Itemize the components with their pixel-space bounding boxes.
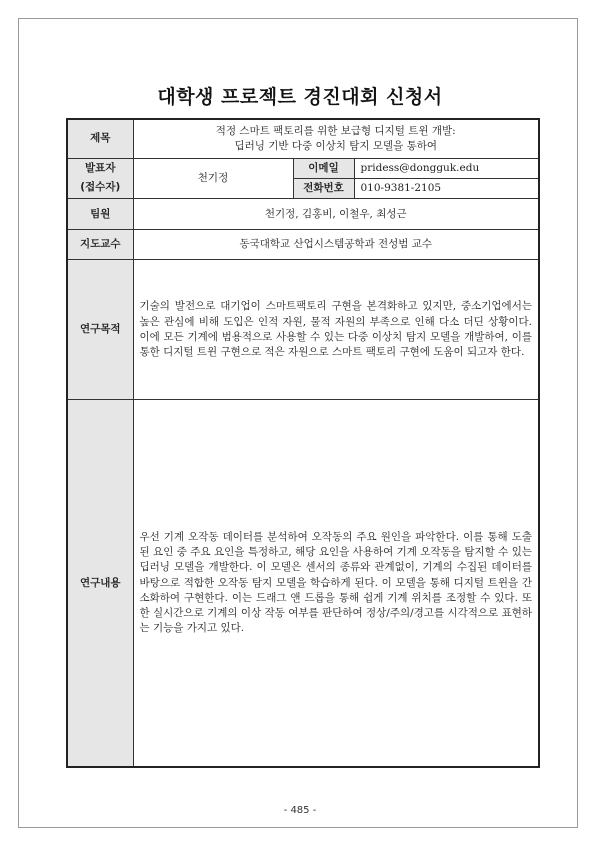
subject-label: 제목 bbox=[67, 119, 133, 158]
application-form bbox=[66, 118, 540, 768]
advisor-value: 동국대학교 산업시스템공학과 전성범 교수 bbox=[133, 230, 539, 260]
email-label: 이메일 bbox=[293, 158, 354, 178]
presenter-label-line-2: (접수자) bbox=[80, 181, 121, 194]
advisor-label: 지도교수 bbox=[67, 230, 133, 260]
purpose-text: 기술의 발전으로 대기업이 스마트팩토리 구현을 본격화하고 있지만, 중소기업에서는 높은 관심에 비해 도입은 인적 자원, 물적 자원의 부족으로 인해 다소 더딘 상황이다. 이에 모든 기계에 범용적으로 사용할 수 있는 다중 이상치 탐지 모델을 개발하여, 이를 통한 디지털 트윈 구현으로 적은 자원으로 스마트 팩토리 구현에 도움이 되고자 한다. bbox=[133, 260, 539, 400]
presenter-label-line-1: 발표자 bbox=[85, 161, 116, 174]
purpose-label: 연구목적 bbox=[67, 260, 133, 400]
team-label: 팀원 bbox=[67, 199, 133, 230]
subject-value bbox=[133, 119, 539, 158]
subject-row bbox=[67, 119, 539, 158]
content-label: 연구내용 bbox=[67, 400, 133, 767]
subject-line-1: 적정 스마트 팩토리를 위한 보급형 디지털 트윈 개발: bbox=[215, 124, 456, 137]
purpose-row bbox=[67, 260, 539, 400]
subject-line-2: 딥러닝 기반 다중 이상치 탐지 모델을 통하여 bbox=[234, 139, 438, 152]
document-title: 대학생 프로젝트 경진대회 신청서 bbox=[157, 86, 443, 108]
presenter-row-email bbox=[67, 158, 539, 178]
team-value: 천기정, 김홍비, 이철우, 최성근 bbox=[133, 199, 539, 230]
email-value: pridess@dongguk.edu bbox=[354, 158, 539, 178]
presenter-label bbox=[67, 158, 133, 199]
presenter-name: 천기정 bbox=[133, 158, 293, 199]
phone-value: 010-9381-2105 bbox=[354, 178, 539, 198]
phone-label: 전화번호 bbox=[293, 178, 354, 198]
content-text: 우선 기계 오작동 데이터를 분석하여 오작동의 주요 원인을 파악한다. 이를 통해 도출된 요인 중 주요 요인을 특정하고, 해당 요인을 사용하여 기계 오작동을 탐지할 수 있는 딥러닝 모델을 개발한다. 이 모델은 센서의 종류와 관계없이, 기계의 수집된 데이터를 바탕으로 적합한 오작동 탐지 모델을 학습하게 된다. 이 모델을 통해 디지털 트윈을 간소화하여 구현한다. 이는 드래그 앤 드롭을 통해 쉽게 기계 위치를 조정할 수 있다. 또한 실시간으로 기계의 이상 작동 여부를 판단하여 정상/주의/경고를 시각적으로 표현하는 기능을 가지고 있다. bbox=[133, 400, 539, 767]
team-row bbox=[67, 199, 539, 230]
content-row bbox=[67, 400, 539, 767]
advisor-row bbox=[67, 230, 539, 260]
page-number: - 485 - bbox=[283, 805, 317, 816]
